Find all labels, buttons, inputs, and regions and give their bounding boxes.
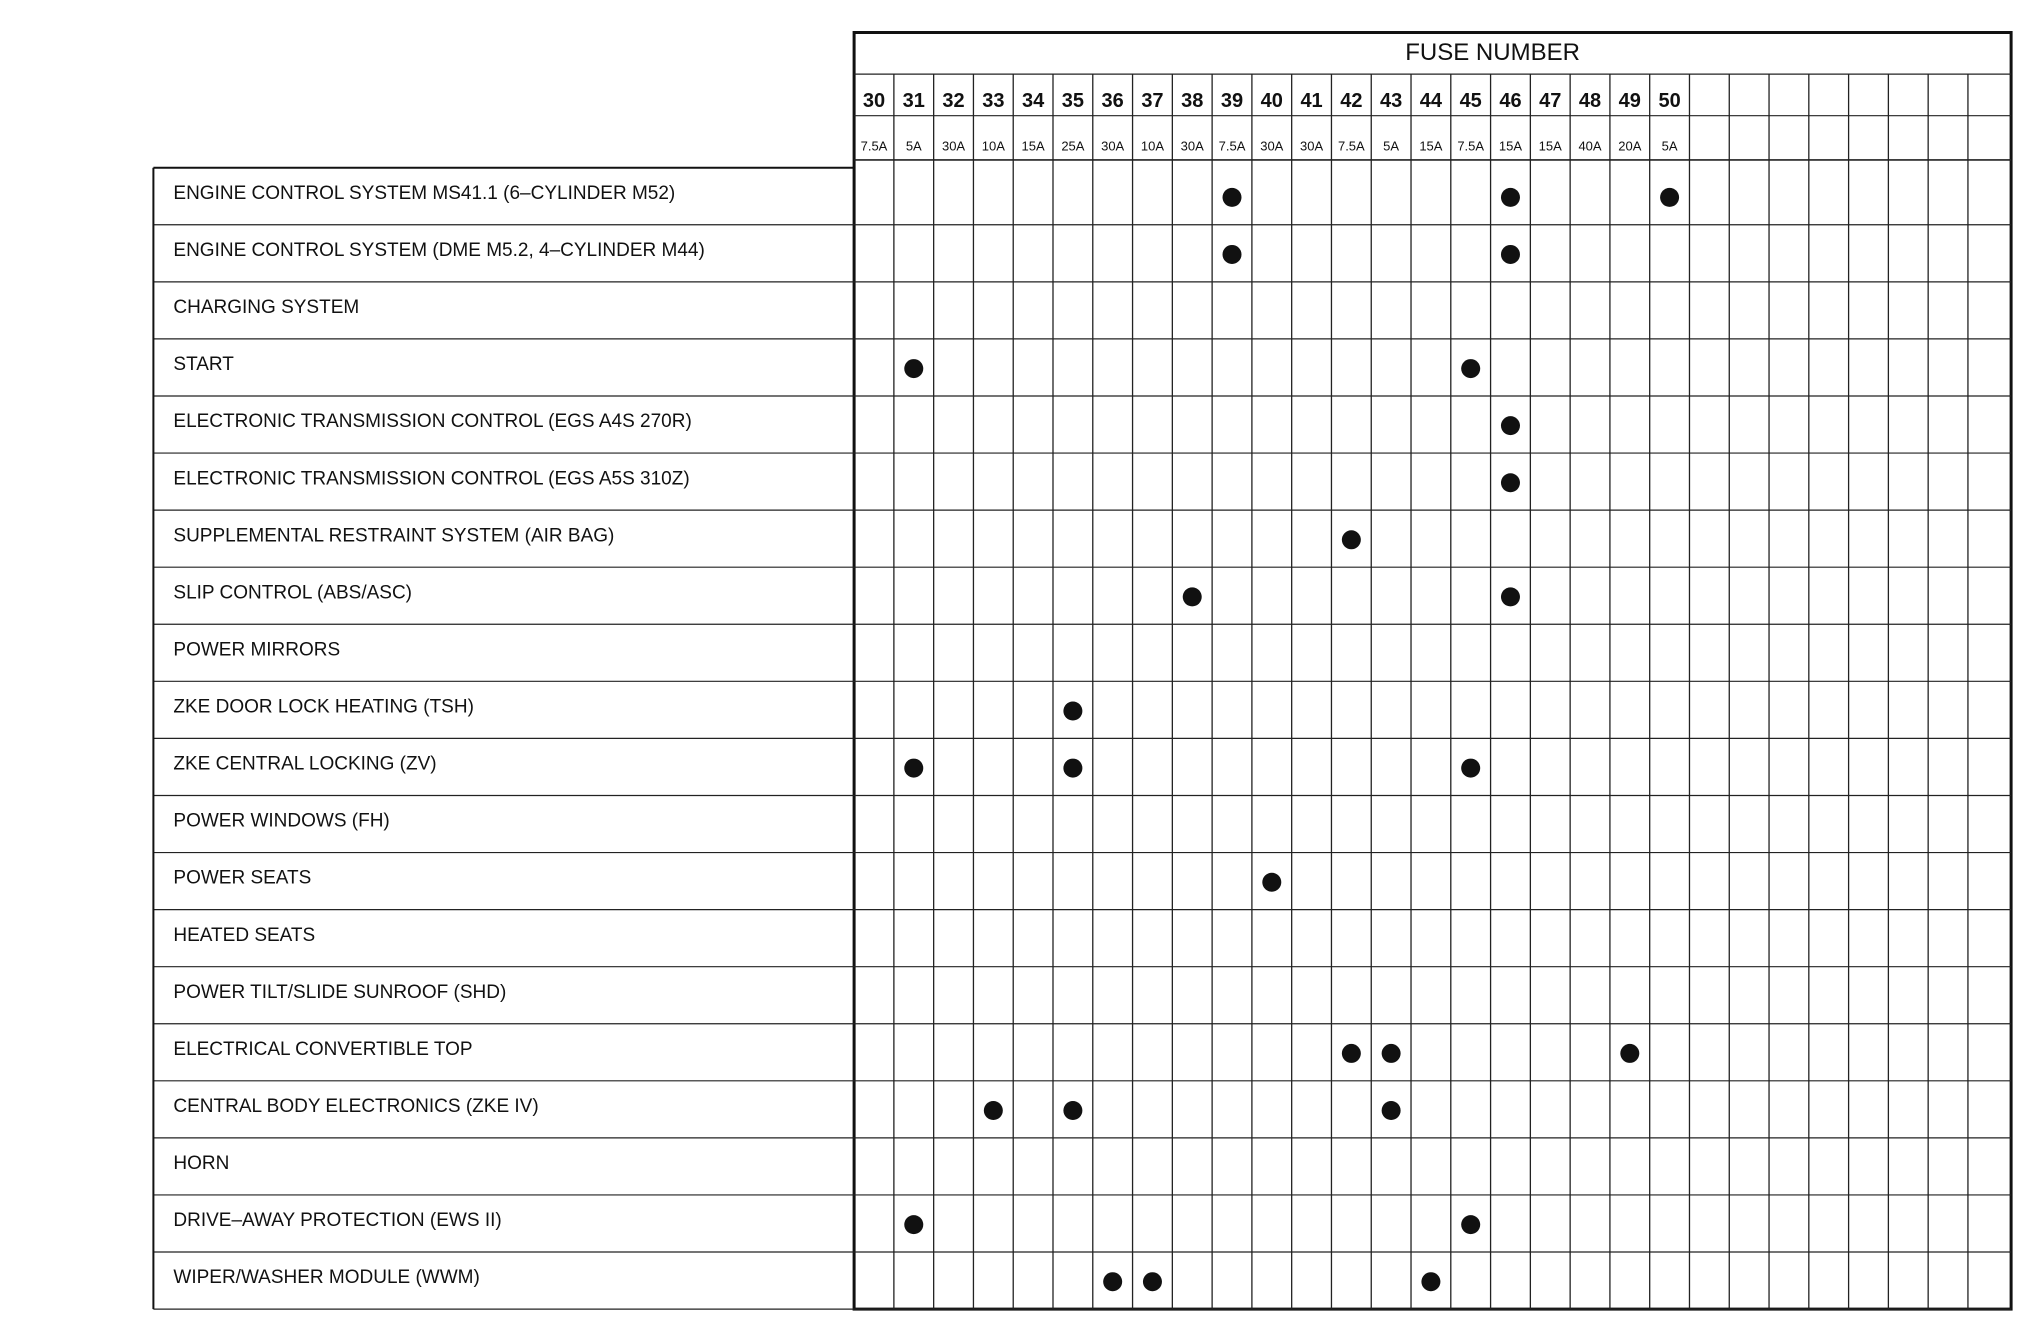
fuse-rating-label: 20A (1618, 138, 1642, 154)
fuse-usage-dot (904, 359, 923, 378)
system-label: POWER TILT/SLIDE SUNROOF (SHD) (173, 981, 507, 1003)
system-label: ZKE CENTRAL LOCKING (ZV) (173, 753, 437, 775)
system-label: ELECTRICAL CONVERTIBLE TOP (173, 1038, 473, 1060)
system-label: HORN (173, 1153, 230, 1175)
fuse-number-label: 32 (942, 90, 965, 113)
fuse-usage-dot (1461, 1215, 1480, 1234)
fuse-usage-dot (904, 1215, 923, 1234)
fuse-rating-label: 40A (1578, 138, 1602, 154)
fuse-usage-dot (1342, 1044, 1361, 1063)
fuse-usage-dot (1143, 1272, 1162, 1291)
fuse-rating-label: 30A (1260, 138, 1284, 154)
system-label: HEATED SEATS (173, 924, 316, 946)
system-label: ENGINE CONTROL SYSTEM (DME M5.2, 4–CYLINDER M44) (173, 239, 705, 261)
fuse-rating-label: 7.5A (1218, 138, 1246, 154)
fuse-rating-label: 5A (1661, 138, 1678, 154)
fuse-rating-label: 15A (1419, 138, 1443, 154)
system-label: SLIP CONTROL (ABS/ASC) (173, 582, 413, 604)
system-label: ZKE DOOR LOCK HEATING (TSH) (173, 696, 474, 718)
fuse-number-label: 43 (1380, 90, 1403, 113)
system-label: POWER SEATS (173, 867, 312, 889)
fuse-usage-dot (1223, 245, 1242, 264)
fuse-number-label: 48 (1578, 90, 1602, 113)
system-label: WIPER/WASHER MODULE (WWM) (173, 1267, 480, 1289)
fuse-usage-dot (1461, 759, 1480, 778)
fuse-rating-label: 5A (905, 138, 922, 154)
fuse-number-label: 34 (1021, 90, 1045, 113)
system-label: ELECTRONIC TRANSMISSION CONTROL (EGS A5S 310Z) (173, 468, 690, 490)
fuse-usage-dot (1501, 188, 1520, 207)
fuse-usage-dot (1223, 188, 1242, 207)
fuse-number-label: 41 (1300, 90, 1323, 113)
fuse-usage-dot (1501, 245, 1520, 264)
system-label: SUPPLEMENTAL RESTRAINT SYSTEM (AIR BAG) (173, 525, 615, 547)
fuse-number-label: 31 (902, 90, 925, 113)
fuse-rating-label: 15A (1538, 138, 1562, 154)
fuse-number-label: 36 (1101, 90, 1124, 113)
system-label: DRIVE–AWAY PROTECTION (EWS II) (173, 1210, 502, 1232)
system-row-labels (173, 183, 704, 1288)
system-label: CENTRAL BODY ELECTRONICS (ZKE IV) (173, 1096, 539, 1118)
fuse-rating-label: 30A (1180, 138, 1204, 154)
fuse-usage-dot (1620, 1044, 1639, 1063)
fuse-number-label: 30 (862, 90, 886, 113)
fuse-column-headers (861, 90, 1681, 154)
fuse-usage-dot (984, 1101, 1003, 1120)
system-label: ENGINE CONTROL SYSTEM MS41.1 (6–CYLINDER M52) (173, 182, 676, 204)
fuse-number-header: FUSE NUMBER (1405, 38, 1580, 66)
fuse-number-label: 42 (1340, 90, 1363, 113)
fuse-usage-dot (1382, 1101, 1401, 1120)
fuse-rating-label: 30A (1101, 138, 1125, 154)
system-label: POWER WINDOWS (FH) (173, 810, 390, 832)
fuse-usage-dot (1183, 587, 1202, 606)
fuse-usage-dot (1063, 759, 1082, 778)
fuse-usage-dot (1063, 1101, 1082, 1120)
fuse-rating-label: 25A (1061, 138, 1085, 154)
fuse-number-label: 38 (1181, 90, 1204, 113)
fuse-number-label: 37 (1141, 90, 1164, 113)
fuse-number-label: 49 (1618, 90, 1641, 113)
system-label: ELECTRONIC TRANSMISSION CONTROL (EGS A4S 270R) (173, 411, 692, 433)
fuse-number-label: 39 (1220, 90, 1244, 113)
fuse-usage-dot (1421, 1272, 1440, 1291)
fuse-usage-dot (1063, 702, 1082, 721)
fuse-rating-label: 7.5A (860, 138, 888, 154)
fuse-usage-dot (1660, 188, 1679, 207)
fuse-usage-dot (1501, 587, 1520, 606)
fuse-rating-label: 5A (1383, 138, 1400, 154)
grid-border (854, 33, 2011, 1310)
fuse-usage-dot (904, 759, 923, 778)
fuse-usage-dot (1103, 1272, 1122, 1291)
system-label: POWER MIRRORS (173, 639, 341, 661)
fuse-rating-label: 15A (1021, 138, 1045, 154)
fuse-rating-label: 7.5A (1337, 138, 1365, 154)
fuse-usage-dot (1382, 1044, 1401, 1063)
fuse-number-label: 33 (982, 90, 1005, 113)
fuse-number-label: 46 (1499, 90, 1522, 113)
fuse-usage-dot (1461, 359, 1480, 378)
fuse-rating-label: 30A (1299, 138, 1324, 154)
fuse-number-label: 35 (1061, 90, 1085, 113)
system-label: CHARGING SYSTEM (173, 297, 360, 319)
fuse-usage-dot (1342, 530, 1361, 549)
fuse-number-label: 40 (1260, 90, 1283, 113)
fuse-rating-label: 10A (1140, 138, 1165, 154)
system-label: START (173, 354, 234, 376)
fuse-usage-dot (1262, 873, 1281, 892)
fuse-rating-label: 10A (981, 138, 1005, 154)
fuse-usage-dot (1501, 416, 1520, 435)
fuse-number-label: 47 (1539, 90, 1562, 113)
fuse-usage-dot (1501, 473, 1520, 492)
fuse-rating-label: 30A (941, 138, 966, 154)
grid-lines (153, 33, 2011, 1310)
fuse-rating-label: 15A (1498, 138, 1523, 154)
fuse-rating-label: 7.5A (1457, 138, 1485, 154)
fuse-number-label: 44 (1419, 90, 1443, 113)
fuse-number-label: 50 (1658, 90, 1681, 113)
fuse-number-label: 45 (1459, 90, 1482, 113)
